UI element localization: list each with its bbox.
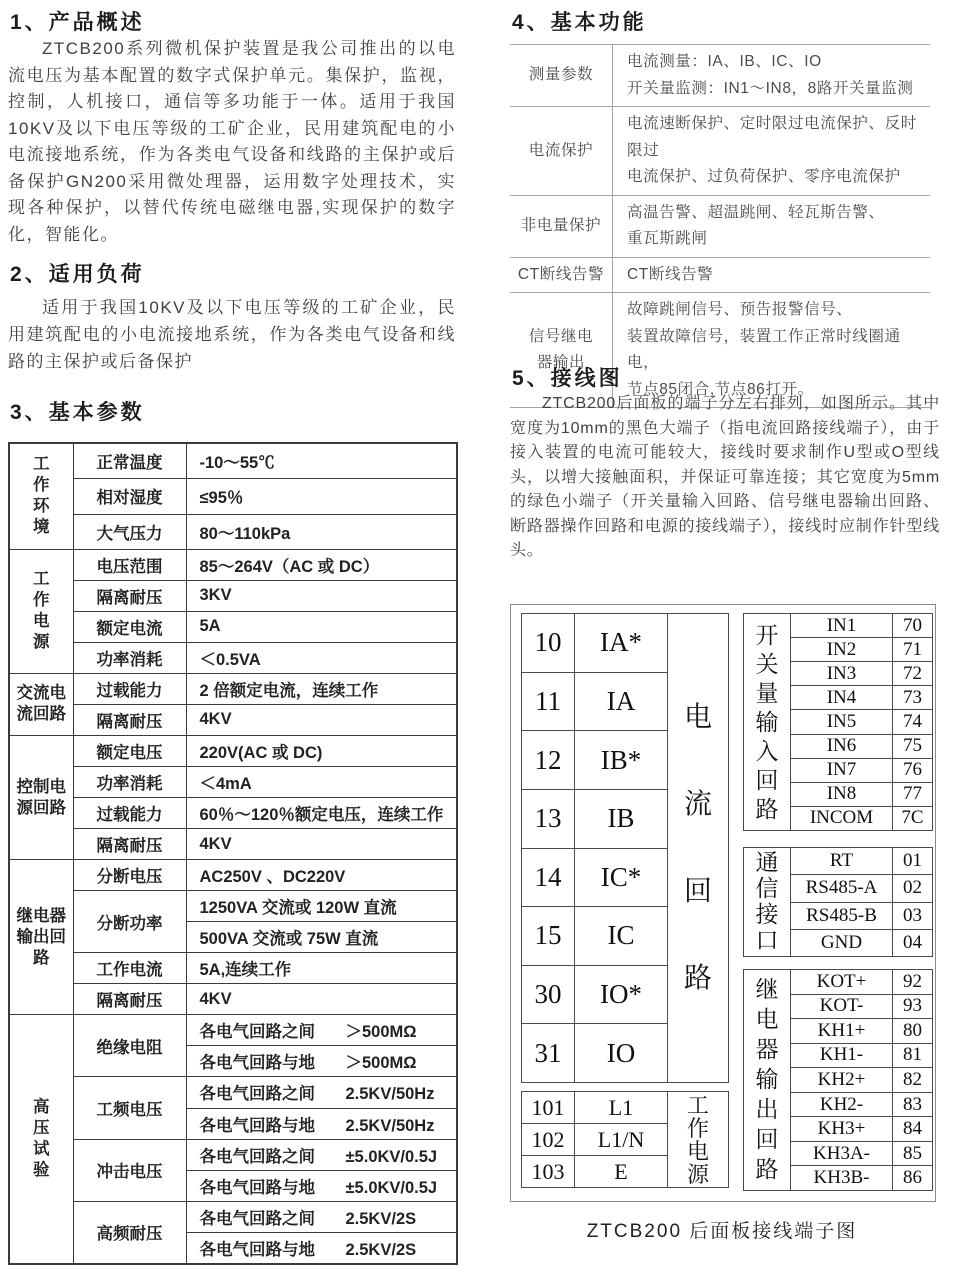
terminal-group-line: 流 [683,789,712,820]
terminal-label: L1/N [575,1124,668,1156]
function-content [613,257,931,293]
param-value: 4KV [186,829,457,860]
terminal-group-label [744,970,791,1191]
terminal-group-label [668,1092,729,1188]
param-group-label [9,860,73,1015]
param-value: 85～264V（AC 或 DC） [186,549,457,580]
function-content [613,107,931,196]
param-row [9,549,457,580]
terminal-group-line: 输 [755,1067,779,1092]
terminal-number: 15 [522,907,575,966]
terminal-group-line: 继 [755,977,779,1002]
basic-parameters-table [8,442,458,1265]
function-label-line: 电流保护 [528,141,594,159]
param-group-label [9,549,73,673]
param-value [186,1046,457,1077]
terminal-number: 103 [522,1156,575,1188]
param-scope: 各电气回路之间 [199,1085,315,1104]
terminal-number: 84 [893,1117,933,1142]
param-scope: 各电气回路与地 [199,1240,315,1259]
section-1-heading: 1、产品概述 [10,11,145,34]
terminal-label: KH1+ [791,1019,893,1044]
terminal-group-line: 信 [755,876,779,901]
terminal-block-relay-output [743,969,933,1191]
terminal-label: IB [575,789,668,848]
param-row [9,984,457,1015]
param-name: 相对湿度 [73,479,186,514]
param-group-line: 路 [33,948,50,967]
param-row [9,953,457,984]
param-scope: 各电气回路与地 [199,1178,315,1197]
section-3-heading: 3、基本参数 [10,401,145,424]
function-label-line: 器输出 [536,354,586,371]
param-row [9,798,457,829]
param-scope: 各电气回路之间 [199,1209,315,1228]
terminal-number: 13 [522,789,575,848]
param-val: ＞500MΩ [345,1023,417,1042]
param-group-label [9,443,73,549]
function-label-line: 信号继电 [528,327,594,345]
terminal-label: KOT+ [791,970,893,995]
terminal-label: RS485-A [791,875,893,902]
terminal-label: E [575,1156,668,1188]
terminal-label: IA [575,672,668,731]
param-name: 隔离耐压 [73,984,186,1015]
terminal-label: IB* [575,731,668,790]
terminal-block-body [744,970,933,1191]
param-row [9,704,457,735]
function-content-line: 节点85闭合,节点86打开。 [627,380,814,398]
param-name: 功率消耗 [73,642,186,673]
param-group-line: 工 [33,570,50,589]
param-group-line: 流回路 [16,705,66,724]
param-group-line: 作 [33,476,50,495]
param-group-line: 高 [33,1098,50,1117]
param-value [186,1077,457,1108]
param-value: 4KV [186,704,457,735]
terminal-label: L1 [575,1092,668,1124]
terminal-number: 81 [893,1043,933,1068]
terminal-group-line: 口 [755,928,779,953]
section-2-heading: 2、适用负荷 [10,263,145,286]
function-label-line: CT断线告警 [517,265,605,283]
terminal-number: 03 [893,902,933,929]
basic-functions-body [510,45,930,408]
param-value [186,1201,457,1232]
param-row [9,443,457,479]
terminal-label: IN6 [791,734,893,758]
terminal-group-line: 源 [686,1161,709,1187]
terminal-number: 75 [893,734,933,758]
param-value: ＜4mA [186,767,457,798]
terminal-group-line: 路 [755,1157,779,1182]
terminal-row [744,848,933,875]
param-row [9,860,457,891]
param-row [9,514,457,549]
function-label-line: 测量参数 [528,66,594,84]
param-value [186,1108,457,1139]
param-name: 冲击电压 [73,1139,186,1201]
terminal-group-line: 通 [755,850,779,875]
diagram-caption: ZTCB200 后面板接线端子图 [586,1221,858,1242]
terminal-number: 101 [522,1092,575,1124]
param-group-label [9,673,73,735]
param-name: 电压范围 [73,549,186,580]
param-group-line: 境 [33,518,50,537]
param-name: 分断功率 [73,891,186,953]
terminal-row [522,614,729,673]
terminal-group-line: 电 [686,1138,709,1164]
param-group-label [9,1015,73,1264]
terminal-number: 76 [893,758,933,782]
terminal-block-power-supply [521,1091,729,1188]
terminal-block-body [744,848,933,957]
param-name: 功率消耗 [73,767,186,798]
param-name: 过载能力 [73,798,186,829]
param-value: 80～110kPa [186,514,457,549]
terminal-label: IN2 [791,638,893,662]
terminal-label: KH3A- [791,1141,893,1166]
param-value: AC250V 、DC220V [186,860,457,891]
param-value: 5A [186,611,457,642]
terminal-label: KOT- [791,994,893,1019]
terminal-diagram [510,604,936,1202]
param-group-line: 电 [33,612,50,631]
terminal-number: 14 [522,848,575,907]
param-name: 隔离耐压 [73,580,186,611]
param-group-line: 工 [33,455,50,474]
terminal-block-current-loop [521,613,729,1083]
function-content-line: 故障跳闸信号、预告报警信号、 [627,301,853,318]
terminal-group-line: 接 [755,902,779,927]
param-name: 隔离耐压 [73,704,186,735]
terminal-number: 31 [522,1024,575,1083]
param-row [9,829,457,860]
terminal-block-switch-input [743,613,933,831]
terminal-label: KH1- [791,1043,893,1068]
function-content [613,45,931,107]
param-name: 过载能力 [73,673,186,704]
terminal-group-line: 回 [755,767,779,793]
function-content-line: 电流测量：IA、IB、IC、IO [627,53,822,70]
param-value: 5A,连续工作 [186,953,457,984]
terminal-label: KH3B- [791,1166,893,1191]
param-name: 绝缘电阻 [73,1015,186,1077]
param-name: 额定电流 [73,611,186,642]
terminal-label: KH2+ [791,1068,893,1093]
terminal-row [744,614,933,638]
terminal-label: GND [791,929,893,956]
terminal-label: RT [791,848,893,875]
function-label [510,107,613,196]
section-5-heading: 5、接线图 [512,367,623,390]
param-group-line: 试 [33,1140,50,1159]
terminal-label: IN5 [791,710,893,734]
terminal-group-line: 器 [755,1037,779,1062]
terminal-label: IC* [575,848,668,907]
terminal-group-line: 回 [755,1127,779,1152]
function-row [510,45,930,107]
param-scope: 各电气回路之间 [199,1023,315,1042]
terminal-group-line: 电 [755,1007,779,1032]
terminal-group-line: 关 [755,651,779,677]
terminal-group-line: 量 [755,680,779,706]
param-name: 大气压力 [73,514,186,549]
terminal-label: IA* [575,614,668,673]
param-scope: 各电气回路与地 [199,1116,315,1135]
overview-paragraph: ZTCB200系列微机保护装置是我公司推出的以电流电压为基本配置的数字式保护单元。集保护，监视，控制，人机接口，通信等多功能于一体。适用于我国10KV及以下电压等级的工矿企业，民用建筑配电的小电流接地系统，作为各类电气设备和线路的主保护或后备保护GN200采用微处理器，运用数字处理技术，实现各种保护，以替代传统电磁继电器,实现保护的数字化，智能化。 [8,39,456,244]
terminal-row [522,1092,729,1124]
terminal-number: 82 [893,1068,933,1093]
function-content-line: 开关量监测：IN1～IN8，8路开关量监测 [627,79,914,97]
function-content-line: 重瓦斯跳闸 [627,230,708,247]
param-value [186,1015,457,1046]
param-name: 分断电压 [73,860,186,891]
terminal-number: 30 [522,965,575,1024]
param-group-label [9,735,73,859]
terminal-number: 02 [893,875,933,902]
param-value: ＜0.5VA [186,642,457,673]
terminal-label: RS485-B [791,902,893,929]
param-row [9,735,457,766]
terminal-number: 04 [893,929,933,956]
function-row [510,107,930,196]
param-value: -10～55℃ [186,443,457,479]
wiring-paragraph: ZTCB200后面板的端子分左右排列，如图所示。其中宽度为10mm的黑色大端子（指电流回路接线端子），由于接入装置的电流可能较大，接线时要求制作U型或O型线头，以增大接触面积，并保证可靠连接；其它宽度为5mm的绿色小端子（开关量输入回路、信号继电器输出回路、断路器操作回路和电源的接线端子），接线时应制作针型线头。 [510,395,940,559]
terminal-number: 71 [893,638,933,662]
param-name: 额定电压 [73,735,186,766]
param-group-line: 环 [33,497,50,516]
terminal-block-body [522,1092,729,1188]
left-column [8,0,456,1275]
function-label-line: 非电量保护 [520,216,602,234]
function-row [510,195,930,257]
terminal-number: 11 [522,672,575,731]
function-label [510,257,613,293]
param-group-line: 作 [33,591,50,610]
param-group-line: 交流电 [16,684,66,703]
function-content [613,195,931,257]
terminal-number: 70 [893,614,933,638]
param-val: 2.5KV/2S [345,1209,417,1228]
function-label [510,45,613,107]
terminal-number: 83 [893,1092,933,1117]
terminal-group-label [744,848,791,957]
param-group-line: 继电器 [16,906,66,925]
param-row [9,673,457,704]
param-val: ＞500MΩ [345,1054,417,1073]
function-content-line: 电流速断保护、定时限过电流保护、反时限过 [627,115,917,159]
param-value: 1250VA 交流或 120W 直流 [186,891,457,922]
terminal-block-comm-port [743,847,933,957]
terminal-group-line: 路 [755,796,779,822]
param-value: 2 倍额定电流，连续工作 [186,673,457,704]
terminal-block-body [744,614,933,831]
basic-parameters-body [9,443,457,1264]
param-row [9,1201,457,1232]
terminal-label: IC [575,907,668,966]
param-row [9,767,457,798]
param-group-line: 控制电 [16,777,66,796]
terminal-label: IN8 [791,782,893,806]
terminal-group-line: 入 [755,738,779,764]
param-value: 3KV [186,580,457,611]
terminal-number: 93 [893,994,933,1019]
param-group-line: 验 [33,1161,50,1180]
param-val: 2.5KV/50Hz [345,1085,435,1104]
terminal-group-line: 出 [755,1097,779,1122]
load-paragraph: 适用于我国10KV及以下电压等级的工矿企业，民用建筑配电的小电流接地系统，作为各类电气设备和线路的主保护或后备保护 [8,298,456,371]
param-name: 高频耐压 [73,1201,186,1264]
param-value [186,1232,457,1264]
basic-functions-table [510,44,930,408]
function-content-line: CT断线告警 [627,265,714,283]
param-row [9,580,457,611]
function-row [510,257,930,293]
terminal-number: 92 [893,970,933,995]
param-row [9,479,457,514]
param-name: 工作电流 [73,953,186,984]
section-4-heading: 4、基本功能 [512,11,647,34]
terminal-number: 72 [893,662,933,686]
terminal-number: 80 [893,1019,933,1044]
terminal-group-label [668,614,729,1083]
terminal-number: 85 [893,1141,933,1166]
terminal-number: 74 [893,710,933,734]
param-row [9,891,457,922]
terminal-group-label [744,614,791,831]
param-row [9,642,457,673]
param-value [186,1170,457,1201]
terminal-label: KH2- [791,1092,893,1117]
param-name: 工频电压 [73,1077,186,1139]
terminal-number: 102 [522,1124,575,1156]
param-val: ±5.0KV/0.5J [345,1147,438,1166]
terminal-label: INCOM [791,806,893,830]
param-scope: 各电气回路之间 [199,1147,315,1166]
param-value: 4KV [186,984,457,1015]
param-group-line: 输出回 [16,927,66,946]
terminal-group-line: 输 [755,709,779,735]
terminal-label: IN1 [791,614,893,638]
terminal-label: IO [575,1024,668,1083]
terminal-group-line: 开 [755,622,779,648]
param-value: ≤95％ [186,479,457,514]
function-content [613,293,931,408]
param-name: 隔离耐压 [73,829,186,860]
terminal-number: 86 [893,1166,933,1191]
param-row [9,1139,457,1170]
function-content-line: 高温告警、超温跳闸、轻瓦斯告警、 [627,203,885,221]
terminal-group-line: 回 [683,876,712,907]
param-group-line: 源回路 [16,798,66,817]
terminal-group-line: 作 [686,1115,709,1141]
terminal-block-body [522,614,729,1083]
param-value: 60％～120％额定电压，连续工作 [186,798,457,829]
terminal-group-line: 工 [686,1092,709,1118]
param-name: 正常温度 [73,443,186,479]
right-column [510,0,940,1275]
param-value: 220V(AC 或 DC) [186,735,457,766]
terminal-number: 77 [893,782,933,806]
param-row [9,611,457,642]
param-row [9,1015,457,1046]
param-value: 500VA 交流或 75W 直流 [186,922,457,953]
terminal-number: 12 [522,731,575,790]
param-val: 2.5KV/2S [345,1240,417,1259]
terminal-number: 7C [893,806,933,830]
function-content-line: 电流保护、过负荷保护、零序电流保护 [627,168,901,185]
param-value [186,1139,457,1170]
terminal-number: 10 [522,614,575,673]
terminal-label: KH3+ [791,1117,893,1142]
terminal-number: 01 [893,848,933,875]
param-group-line: 压 [33,1119,50,1138]
terminal-label: IN7 [791,758,893,782]
terminal-group-line: 路 [683,963,712,994]
param-val: ±5.0KV/0.5J [345,1178,438,1197]
terminal-row [744,970,933,995]
function-label [510,195,613,257]
param-scope: 各电气回路与地 [199,1054,315,1073]
function-content-line: 装置故障信号，装置工作正常时线圈通电， [627,327,901,371]
terminal-label: IN4 [791,686,893,710]
terminal-number: 73 [893,686,933,710]
param-val: 2.5KV/50Hz [345,1116,435,1135]
terminal-group-line: 电 [683,702,712,733]
terminal-label: IN3 [791,662,893,686]
param-group-line: 源 [33,633,50,652]
terminal-label: IO* [575,965,668,1024]
param-row [9,1077,457,1108]
